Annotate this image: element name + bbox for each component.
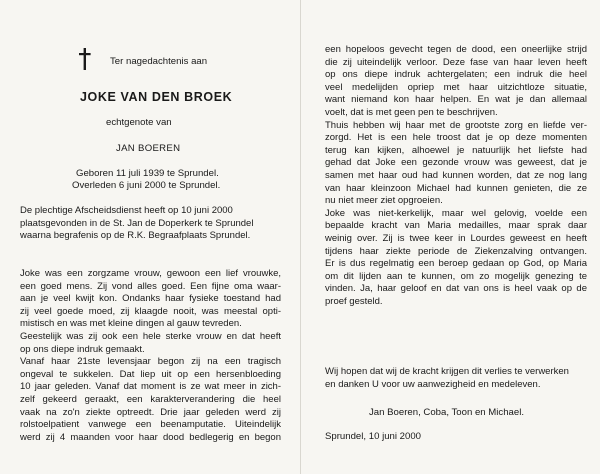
story-line: zelf gekeerd geraakt, een karakterverandering die heel	[20, 393, 281, 405]
story-line: zorgd. Het is een hele troost dat je op deze momenten	[325, 132, 587, 144]
story-paragraph	[20, 268, 281, 444]
thanks-paragraph	[325, 366, 591, 391]
intro-text: Ter nagedachtenis aan	[110, 56, 208, 67]
story-line: Joke was een zorgzame vrouw, gewoon een lief vrouwke,	[20, 268, 281, 279]
signature-line: Jan Boeren, Coba, Toon en Michael.	[369, 407, 525, 418]
service-line: De plechtige Afscheidsdienst heeft op 10 juni 2000	[20, 205, 233, 216]
right-page	[300, 0, 600, 474]
story-line: rolstoelpatient vanwege een beenamputatie. Uiteindelijk	[20, 419, 281, 431]
place-date-line: Sprundel, 10 juni 2000	[325, 431, 422, 442]
story-line: gehad dat Joke een gezonde vrouw was geweest, dat je	[325, 157, 587, 169]
story-line: proef gesteld.	[325, 295, 383, 307]
story-line: mistisch en was met kleine dingen al gauw tevreden.	[20, 318, 242, 330]
story-line: samen met haar oud had kunnen worden, dat ze nog lang	[325, 169, 587, 181]
story-line: nu niet meer ziet opgroeien.	[325, 195, 443, 207]
service-paragraph	[20, 205, 288, 243]
thanks-line: Wij hopen dat wij de kracht krijgen dit verlies te verwerken	[325, 366, 569, 377]
story-line: veel medelijden opriep met haar uitzichtloze situatie,	[325, 81, 587, 93]
story-line: Joke was niet-kerkelijk, maar wel gelovig, voelde een	[325, 207, 587, 219]
story-line: die zij uiteindelijk verloor. Deze fase van haar leven heeft	[325, 56, 587, 68]
story-line: Vanaf haar 21ste levensjaar begon zij na een tragisch	[20, 356, 281, 368]
deceased-name: JOKE VAN DEN BROEK	[80, 90, 233, 104]
story-continued-paragraph	[325, 44, 587, 308]
story-line: Thuis hebben wij haar met de grootste zorg en liefde ver-	[325, 119, 587, 131]
story-line: terug kan kijken, alhoewel je natuurlijk het liefste had	[325, 144, 587, 156]
story-line: bepaalde kracht van Maria medailles, maar sprak daar	[325, 220, 587, 232]
story-line: op ons diepe indruk gemaakt.	[20, 343, 145, 355]
story-line: een goed mens. Zij vond alles goed. Een fijne oma waar-	[20, 280, 281, 292]
spouse-label: echtgenote van	[106, 117, 172, 128]
story-line: om dit lijden aan te kunnen, om zo mogelijk genezing te	[325, 270, 587, 282]
story-line: vinden. Ja, haar geloof en dat van ons is heel vaak op de	[325, 283, 587, 295]
story-line: zij veel goede moed, zij klaagde nooit, was meestal opti-	[20, 305, 281, 317]
story-line: een hopeloos gevecht tegen de dood, een oneerlijke strijd	[325, 44, 587, 55]
story-line: op ons diepe indruk achtergelaten; een indruk die heel	[325, 69, 587, 81]
death-line: Overleden 6 juni 2000 te Sprundel.	[72, 180, 221, 191]
story-line: Er is dus regelmatig een beroep gedaan op God, op Maria	[325, 258, 587, 270]
story-line: 10 jaar geleden. Vanaf dat moment is ze wat meer in zich-	[20, 381, 281, 393]
cross-icon	[76, 48, 94, 70]
story-line: ongeval te sukkelen. Dat liep uit op een hersenbloeding	[20, 368, 281, 380]
story-line: vaak na zo'n ziekte optreedt. Drie jaar geleden werd zij	[20, 406, 281, 418]
story-line: aan je veel kwijt kon. Ondanks haar fysieke toestand had	[20, 293, 281, 305]
story-line: weinig over. Zij is twee keer in Lourdes geweest en heeft	[325, 232, 587, 244]
birth-line: Geboren 11 juli 1939 te Sprundel.	[76, 168, 219, 179]
story-line: tijdens haar ziekte periode de Ziekenzalving ontvangen.	[325, 245, 587, 257]
story-line: werd zij 4 maanden voor haar dood bedlegerig en begon	[20, 431, 281, 443]
service-line: plaatsgevonden in de St. Jan de Doperkerk te Sprundel	[20, 217, 254, 229]
story-line: voelt, dat is met geen pen te beschrijven.	[325, 106, 498, 118]
story-line: Geestelijk was zij ook een hele sterke vrouw en dat heeft	[20, 330, 281, 342]
story-line: want niemand kon haar helpen. En wat je dan allemaal	[325, 94, 587, 106]
story-line: van haar kleinzoon Michael had kunnen genieten, die ze	[325, 182, 587, 194]
service-line: waarna begrafenis op de R.K. Begraafplaats Sprundel.	[20, 230, 251, 242]
thanks-line: en danken U voor uw aanwezigheid en medeleven.	[325, 378, 541, 390]
spouse-name: JAN BOEREN	[116, 143, 181, 154]
